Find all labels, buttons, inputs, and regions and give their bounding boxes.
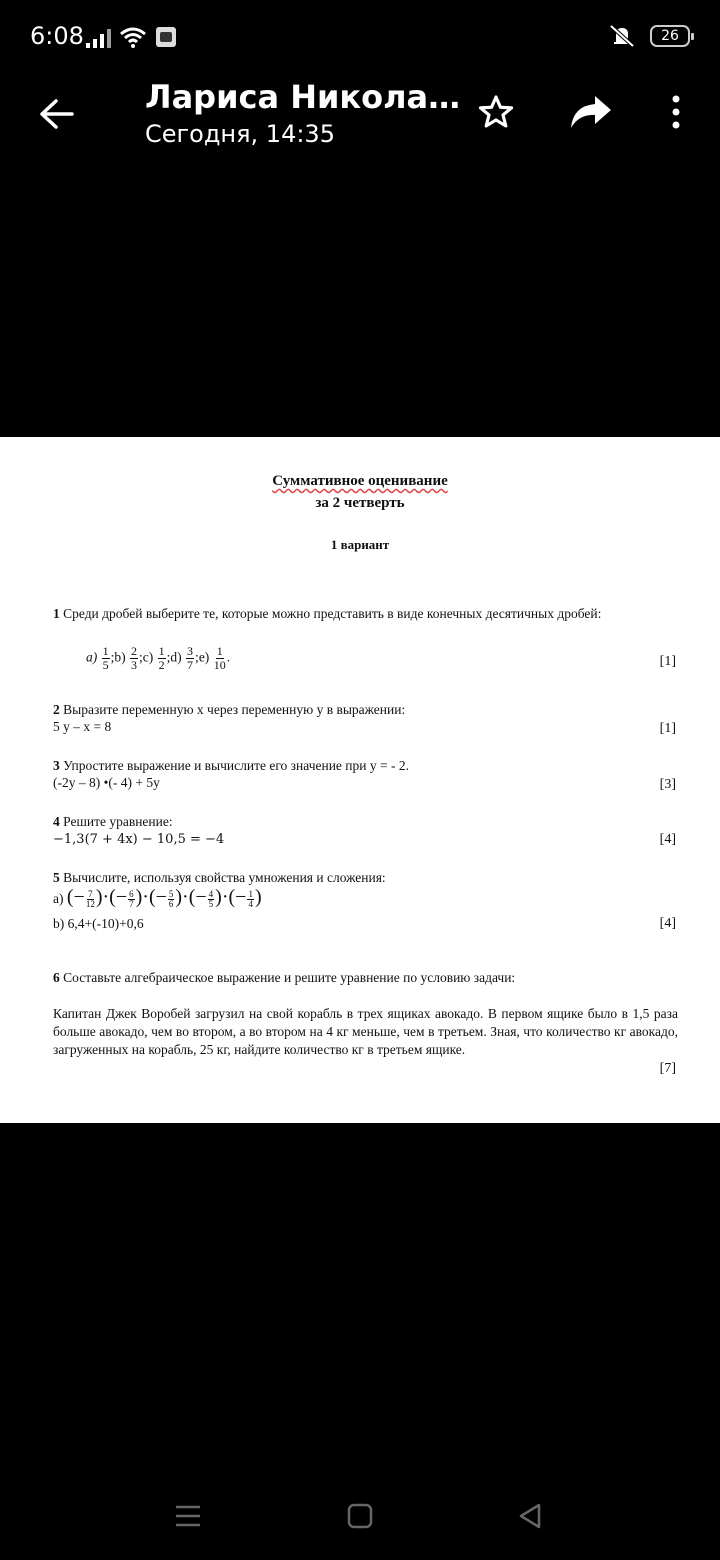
recent-apps-button[interactable] (166, 1494, 210, 1538)
home-icon (347, 1503, 373, 1529)
q2-expr: 5 y – x = 8 (53, 719, 112, 734)
q5-score: [4] (659, 916, 676, 931)
q4-expr: −1,3(7 + 4x) − 10,5 = −4 (53, 832, 225, 847)
timestamp: Сегодня, 14:35 (145, 120, 335, 148)
question-5: 5 Вычислите, используя свойства умножения и сложения: (53, 870, 386, 885)
q5-fraction: $\frac{6}{7}$ (129, 889, 134, 910)
signal-icon (86, 28, 111, 48)
mute-icon (608, 24, 636, 48)
question-2: 2 Выразите переменную х через переменную у в выражении: 5 y – x = 8 (53, 702, 406, 734)
wifi-icon (119, 26, 147, 48)
recent-apps-icon (174, 1504, 202, 1528)
question-4: 4 Решите уравнение: −1,3(7 + 4x) − 10,5 = −4 (53, 814, 225, 847)
doc-subtitle: за 2 четверть (315, 495, 405, 511)
q5-fraction: $\frac{4}{5}$ (208, 889, 214, 910)
status-bar (0, 0, 720, 72)
q5-part-a: a) (− $\frac{7}{12}$ )·(− $\frac{6}{7}$ )·(− $\frac{5}{6}$ )·(− $\frac{4}{5}$ )·(− $\frac{1}{4}$ ) (53, 886, 262, 910)
q6-score: [7] (659, 1061, 676, 1076)
q5-part-b: b) 6,4+(-10)+0,6 (53, 916, 144, 931)
variant-label: 1 вариант (330, 537, 390, 552)
q1-option-fraction: $\frac{1}{5}$ (102, 644, 109, 672)
q1-options: a) $\frac{1}{5}$ ;b) $\frac{2}{3}$ ;c) $\frac{1}{2}$ ;d) $\frac{3}{7}$ ;e) $\frac{1}{10}$ . (86, 644, 231, 672)
share-icon (569, 94, 613, 130)
q2-score: [1] (659, 721, 676, 736)
q1-option-label: b) (114, 649, 130, 665)
question-6: 6 Составьте алгебраическое выражение и решите уравнение по условию задачи: (53, 970, 516, 985)
back-button[interactable] (32, 90, 80, 138)
app-bar (0, 72, 720, 162)
q1-option-fraction: $\frac{1}{10}$ (213, 644, 226, 672)
q5-text: Вычислите, используя свойства умножения и сложения: (63, 870, 386, 885)
more-options-button[interactable] (656, 88, 696, 136)
navigation-bar (0, 1470, 720, 1560)
q1-option-label: e) (198, 649, 213, 665)
q3-expr: (-2y – 8) •(- 4) + 5y (53, 775, 160, 790)
q6-text: Составьте алгебраическое выражение и решите уравнение по условию задачи: (63, 970, 516, 985)
question-1: 1 Среди дробей выберите те, которые можно представить в виде конечных десятичных дробей: (53, 606, 602, 621)
more-vertical-icon (670, 94, 682, 130)
notification-icon (155, 26, 177, 48)
share-button[interactable] (566, 88, 616, 136)
back-icon (517, 1502, 543, 1530)
q1-option-label: d) (170, 649, 186, 665)
doc-title: Суммативное оценивание (272, 473, 448, 489)
battery-icon (650, 25, 690, 47)
system-back-button[interactable] (508, 1494, 552, 1538)
status-time: 6:08 (30, 22, 84, 50)
q3-text: Упростите выражение и вычислите его значение при у = - 2. (63, 758, 409, 773)
sender-name: Лариса Никола… (145, 78, 461, 116)
q1-option-fraction: $\frac{2}{3}$ (131, 644, 138, 672)
q4-text: Решите уравнение: (63, 814, 173, 829)
q1-option-fraction: $\frac{3}{7}$ (187, 644, 194, 672)
home-button[interactable] (338, 1494, 382, 1538)
star-icon (477, 93, 515, 131)
q1-score: [1] (659, 654, 676, 669)
q6-problem: Капитан Джек Воробей загрузил на свой корабль в трех ящиках авокадо. В первом ящике было в 1,5 раза больше авокадо, чем во втором, а во втором на 4 кг меньше, чем в третьем. Зная, что количество кг авокадо, загруженных на корабль, 25 кг, найдите количество кг в третьем ящике. (53, 1006, 678, 1057)
star-button[interactable] (472, 88, 520, 136)
attached-image[interactable] (0, 437, 720, 1123)
question-3: 3 Упростите выражение и вычислите его значение при у = - 2. (-2y – 8) •(- 4) + 5y (53, 758, 409, 790)
q1-option-label: a) (86, 649, 101, 665)
q3-score: [3] (659, 777, 676, 792)
q1-option-fraction: $\frac{1}{2}$ (158, 644, 165, 672)
q5-a-label: a) (53, 891, 67, 906)
q5-fraction: $\frac{7}{12}$ (85, 889, 95, 910)
q1-text: Среди дробей выберите те, которые можно представить в виде конечных десятичных дробей: (63, 606, 602, 621)
back-arrow-icon (38, 98, 74, 130)
q5-fraction: $\frac{1}{4}$ (248, 889, 253, 910)
q4-score: [4] (659, 832, 676, 847)
q1-option-label: c) (142, 649, 157, 665)
battery-level: 26 (661, 28, 679, 44)
q2-text: Выразите переменную х через переменную у в выражении: (63, 702, 406, 717)
q5-fraction: $\frac{5}{6}$ (168, 889, 174, 910)
